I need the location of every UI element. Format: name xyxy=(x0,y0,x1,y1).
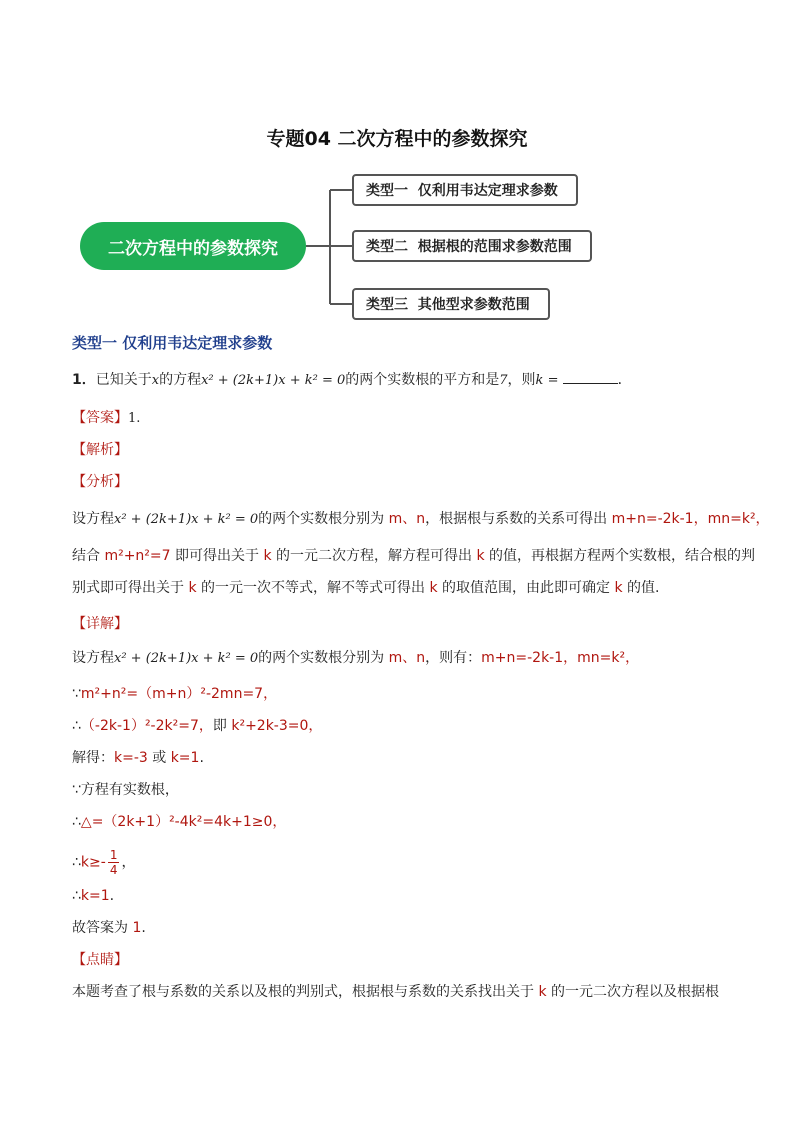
jiexi-label: 【解析】 xyxy=(72,442,128,458)
section-heading: 类型一 仅利用韦达定理求参数 xyxy=(72,334,273,352)
comment-line-1: 本题考查了根与系数的关系以及根的判别式，根据根与系数的关系找出关于 k 的一元二次方程以及根据根 xyxy=(72,984,720,1000)
mindmap-branch-3: 类型三 其他型求参数范围 xyxy=(352,288,550,320)
analysis-line-3: 别式即可得出关于 k 的一元一次不等式，解不等式可得出 k 的取值范围，由此即可确定 k 的值. xyxy=(72,580,660,596)
detail-line-9: 故答案为 1. xyxy=(72,920,146,936)
analysis-line-2: 结合 m²+n²=7 即可得出关于 k 的一元二次方程，解方程可得出 k 的值，再根据方程两个实数根，结合根的判 xyxy=(72,548,756,564)
equation: x² + (2k+1)x + k² = 0 xyxy=(201,373,346,388)
answer-line: 【答案】1. xyxy=(72,410,141,426)
detail-line-3: ∴（-2k-1）²-2k²=7，即 k²+2k-3=0， xyxy=(72,718,323,734)
question-1: 1．已知关于x的方程x² + (2k+1)x + k² = 0的两个实数根的平方和是7，则k = ． xyxy=(72,372,632,388)
detail-line-6: ∴△=（2k+1）²-4k²=4k+1≥0， xyxy=(72,814,287,830)
comment-label: 【点睛】 xyxy=(72,952,128,968)
mindmap-branch-2: 类型二 根据根的范围求参数范围 xyxy=(352,230,592,262)
answer-blank xyxy=(563,370,618,384)
fenxi-label: 【分析】 xyxy=(72,474,128,490)
page-title: 专题04 二次方程中的参数探究 xyxy=(266,128,528,150)
detail-line-2: ∵m²+n²=（m+n）²-2mn=7， xyxy=(72,686,278,702)
question-number: 1． xyxy=(72,372,96,388)
detail-line-7: ∴k≥- $\frac{1}{4}$ ， xyxy=(72,848,136,877)
detail-line-4: 解得：k=-3 或 k=1. xyxy=(72,750,204,766)
detail-line-1: 设方程x² + (2k+1)x + k² = 0的两个实数根分别为 m、n，则有：m+n=-2k-1，mn=k²， xyxy=(72,650,640,666)
detail-line-8: ∴k=1. xyxy=(72,888,115,904)
mindmap-root: 二次方程中的参数探究 xyxy=(80,222,306,270)
analysis-line-1: 设方程x² + (2k+1)x + k² = 0的两个实数根分别为 m、n，根据根与系数的关系可得出 m+n=-2k-1，mn=k²， xyxy=(72,511,770,527)
mindmap-branch-1: 类型一 仅利用韦达定理求参数 xyxy=(352,174,578,206)
detail-line-5: ∵方程有实数根， xyxy=(72,782,179,798)
detail-label: 【详解】 xyxy=(72,616,128,632)
fraction: $\frac{1}{4}$ xyxy=(109,848,118,877)
